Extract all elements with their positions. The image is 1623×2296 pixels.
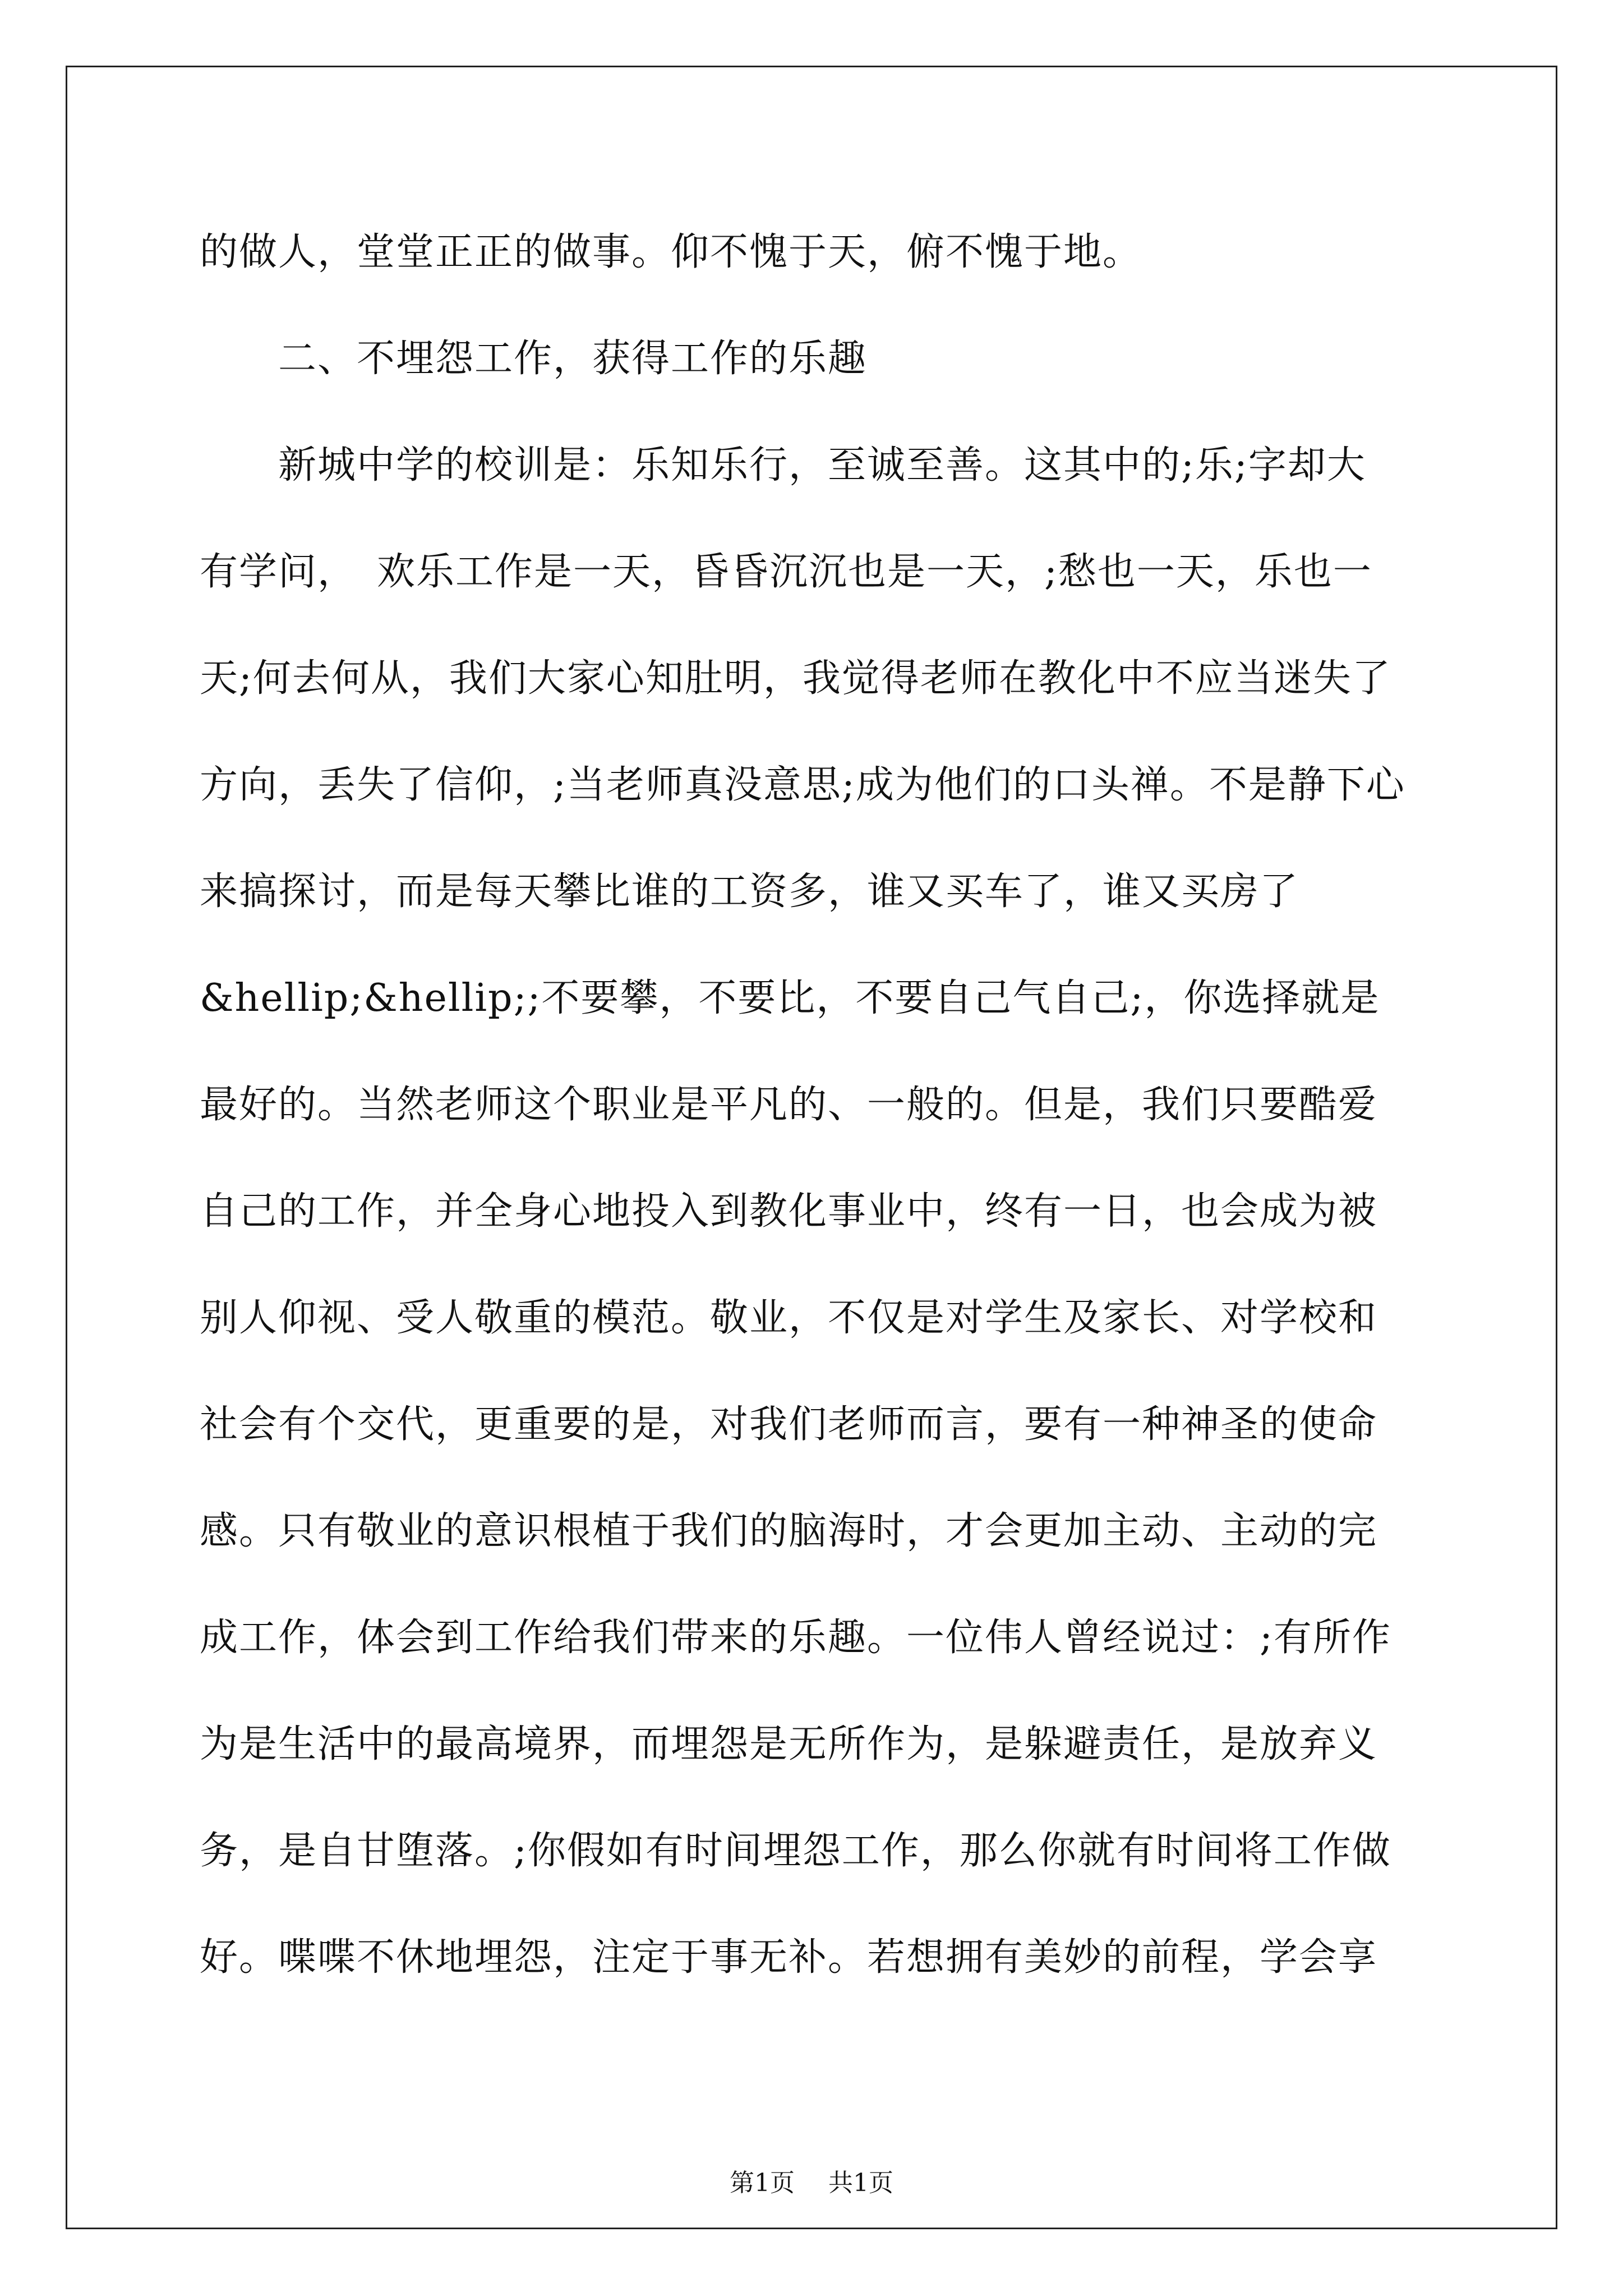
text-line: 新城中学的校训是：乐知乐行，至诚至善。这其中的;乐;字却大 (200, 443, 1366, 487)
page-total: 共1页 (828, 2169, 893, 2197)
text-line: 有学问， 欢乐工作是一天，昏昏沉沉也是一天，;愁也一天，乐也一 (200, 550, 1372, 594)
text-line: 天;何去何从，我们大家心知肚明，我觉得老师在教化中不应当迷失了 (200, 656, 1391, 701)
page-number: 第1页 (730, 2169, 795, 2197)
text-line: 社会有个交代，更重要的是，对我们老师而言，要有一种神圣的使命 (200, 1402, 1378, 1447)
text-line: 来搞探讨，而是每天攀比谁的工资多，谁又买车了，谁又买房了 (200, 869, 1299, 914)
text-line: 感。只有敬业的意识根植于我们的脑海时，才会更加主动、主动的完 (200, 1509, 1378, 1553)
text-line: 方向，丢失了信仰，;当老师真没意思;成为他们的口头禅。不是静下心 (200, 763, 1405, 807)
text-line: 自己的工作，并全身心地投入到教化事业中，终有一日，也会成为被 (200, 1189, 1378, 1234)
text-line: 的做人，堂堂正正的做事。仰不愧于天，俯不愧于地。 (200, 230, 1142, 274)
text-line: 务，是自甘堕落。;你假如有时间埋怨工作，那么你就有时间将工作做 (200, 1829, 1391, 1873)
text-line: 好。喋喋不休地埋怨，注定于事无补。若想拥有美妙的前程，学会享 (200, 1935, 1378, 1980)
text-line: &hellip;&hellip;;不要攀，不要比，不要自己气自己;，你选择就是 (200, 976, 1380, 1020)
section-heading: 二、不埋怨工作，获得工作的乐趣 (200, 337, 868, 381)
text-line: 别人仰视、受人敬重的模范。敬业，不仅是对学生及家长、对学校和 (200, 1296, 1378, 1340)
text-line: 为是生活中的最高境界，而埋怨是无所作为，是躲避责任，是放弃义 (200, 1722, 1378, 1766)
page-footer (0, 2166, 1623, 2200)
text-line: 成工作，体会到工作给我们带来的乐趣。一位伟人曾经说过：;有所作 (200, 1616, 1391, 1660)
text-line: 最好的。当然老师这个职业是平凡的、一般的。但是，我们只要酷爱 (200, 1083, 1378, 1127)
